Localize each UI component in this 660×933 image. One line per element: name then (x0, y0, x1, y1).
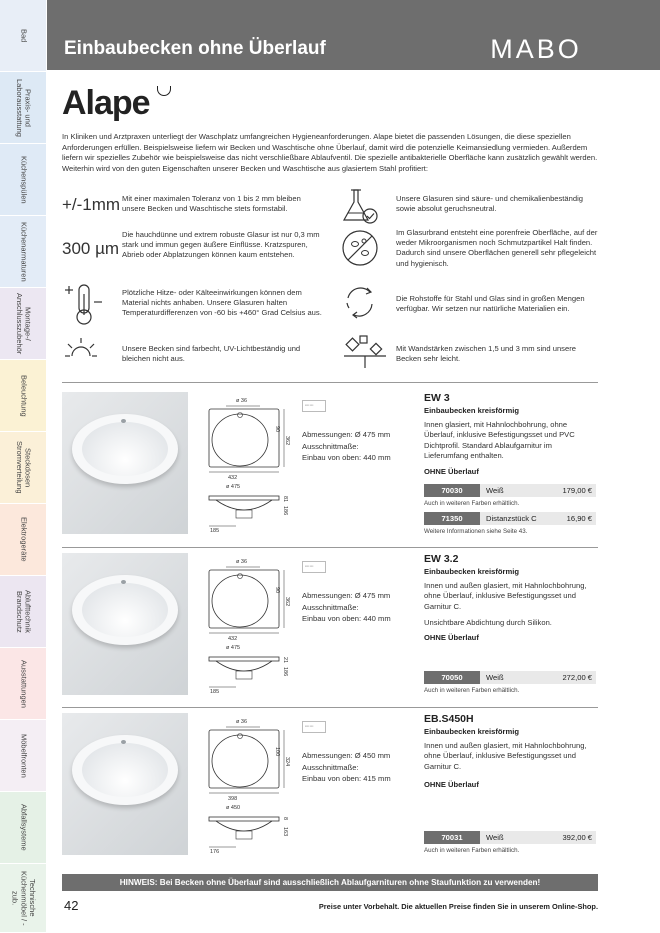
sidebar-tab-label: Praxis- und Laborausstattung (15, 78, 33, 137)
spec-dimensions: Abmessungen: Ø 475 mm (302, 430, 391, 439)
article-price: 16,90 € (566, 514, 592, 523)
svg-text:21: 21 (282, 657, 288, 664)
pore-text: Im Glasurbrand entsteht eine porenfreie Oberfläche, auf der weder Mikroorganismen noch Schmutzpartikel Halt finden. Dadurch sind unsere Oberflächen generell sehr pflegeleicht und hygienisch. (396, 228, 598, 268)
article-variant: Distanzstück C (486, 514, 537, 523)
weight-cubes-icon (340, 332, 390, 372)
product-code: EW 3 (424, 392, 450, 404)
product-photo (62, 392, 188, 534)
product-description: Innen und außen glasiert, mit Hahnlochbohrung, ohne Überlauf, inklusive Befestigungsset und Garnitur C. (424, 581, 587, 611)
technical-drawing (196, 553, 294, 695)
article-number: 71350 (424, 512, 480, 525)
flask-icon (340, 186, 380, 226)
article-price: 392,00 € (562, 833, 592, 842)
product-subtitle: Einbaubecken kreisförmig (424, 727, 519, 736)
price-row[interactable] (424, 671, 596, 684)
spec-cutout: Ausschnittmaße: (302, 602, 359, 612)
spec-cutout: Ausschnittmaße: (302, 762, 359, 772)
product-description: Innen glasiert, mit Hahnlochbohrung, ohne Überlauf, inklusive Befestigungsset und PVC Dichtprofil. Standard Ablaufgarnitur im Lieferumfang enthalten. (424, 420, 575, 460)
sidebar-tab[interactable] (0, 360, 46, 432)
thickness-text: Die hauchdünne und extrem robuste Glasur ist nur 0,3 mm stark und immun gegen äußere Einflüsse. Kratzspuren, Abrieb oder Abplatzungen können kaum entstehen. (122, 230, 320, 260)
tolerance-label: +/-1mm (62, 195, 121, 214)
article-variant: Weiß (486, 833, 504, 842)
sidebar-tab[interactable] (0, 792, 46, 864)
microbe-shield-icon (340, 228, 380, 268)
svg-text:100: 100 (274, 747, 280, 757)
product-code: EB.S450H (424, 713, 474, 725)
svg-text:176: 176 (210, 849, 220, 855)
brand-arc-icon (157, 86, 171, 96)
tolerance-text: Mit einer maximalen Toleranz von 1 bis 2 mm bleiben unsere Becken und Waschtische stets formstabil. (122, 194, 301, 214)
price-note: Weitere Informationen siehe Seite 43. (424, 528, 528, 535)
sidebar-tab[interactable] (0, 504, 46, 576)
heat-text: Plötzliche Hitze- oder Kälteeinwirkungen können dem Material nichts anhaben. Unsere Glasuren halten Temperaturdifferenzen von -60 bis +460° Grad Celsius aus. (122, 288, 322, 318)
sidebar-tab-label: Steckdosen Stromverteilung (15, 441, 33, 494)
sidebar-tab[interactable] (0, 216, 46, 288)
no-overflow-label: OHNE Überlauf (424, 633, 479, 642)
no-overflow-label: OHNE Überlauf (424, 780, 479, 789)
product-subtitle: Einbaubecken kreisförmig (424, 406, 519, 415)
price-note: Auch in weiteren Farben erhältlich. (424, 847, 520, 854)
technical-drawing (196, 392, 294, 534)
svg-text:90: 90 (274, 587, 280, 594)
product-specs (302, 750, 410, 785)
svg-text:ø 36: ø 36 (236, 398, 248, 404)
svg-text:ø 450: ø 450 (226, 805, 241, 811)
svg-text:186: 186 (282, 506, 288, 516)
qr-code: ▪▪▪▪ ▪▪▪ (302, 561, 326, 573)
product-photo (62, 713, 188, 855)
qr-code: ▪▪▪▪ ▪▪▪ (302, 721, 326, 733)
svg-text:432: 432 (228, 636, 238, 642)
price-note: Auch in weiteren Farben erhältlich. (424, 500, 520, 507)
svg-text:398: 398 (228, 796, 238, 802)
article-variant: Weiß (486, 673, 504, 682)
sun-icon (64, 336, 98, 370)
sidebar-tab-label: Küchenspülen (19, 155, 29, 204)
price-note: Auch in weiteren Farben erhältlich. (424, 687, 520, 694)
svg-text:186: 186 (282, 667, 288, 677)
spec-install: Einbau von oben: 440 mm (302, 614, 391, 623)
thickness-label: 300 µm (62, 239, 120, 258)
product-specs (302, 429, 410, 464)
svg-text:185: 185 (210, 528, 220, 534)
sidebar-tab-label: Abfallsysteme (19, 804, 29, 851)
sidebar-tab[interactable] (0, 576, 46, 648)
mabo-logo (470, 34, 602, 62)
svg-text:ø 475: ø 475 (226, 645, 241, 651)
section-divider (62, 547, 598, 548)
wall-text: Mit Wandstärken zwischen 1,5 und 3 mm sind unsere Becken sehr leicht. (396, 344, 576, 364)
sidebar-tab-label: Beleuchtung (19, 374, 29, 417)
acid-text: Unsere Glasuren sind säure- und chemikalienbeständig sowie absolut geruchsneutral. (396, 194, 583, 214)
footer-text: Preise unter Vorbehalt. Die aktuellen Preise finden Sie in unserem Online-Shop. (318, 902, 598, 911)
svg-text:ø 36: ø 36 (236, 719, 248, 725)
sidebar-tab-label: Montage-/ Anschlusszubehör (15, 292, 33, 355)
sidebar-tab[interactable] (0, 144, 46, 216)
price-row[interactable] (424, 831, 596, 844)
intro-text: In Kliniken und Arztpraxen unterliegt der Waschplatz umfangreichen Hygieneanforderungen. Alape bietet die passenden Lösungen, die diese speziellen Anforderungen erfüllen. Beispielsweise liefern wir Becken und Waschtische ohne Überlauf, damit wird die potenzielle Keimansiedlung vermieden. Außerdem liefern wir spezielles Zubehör wie beispielsweise das nicht verschließbare Ablaufventil. Die spezielle antibakterielle Oberfläche kann zusätzlich gewählt werden. Weiterhin wird von den guten Eigenschaften unserer Becken und Waschtische aus glasiertem Stahl profitiert: (62, 132, 598, 173)
sidebar-tab[interactable] (0, 864, 46, 933)
page-header (47, 0, 660, 70)
sidebar-tab-label: Elektrogeräte (19, 517, 29, 562)
sidebar-tab[interactable] (0, 648, 46, 720)
svg-text:163: 163 (282, 827, 288, 837)
recycle-text: Die Rohstoffe für Stahl und Glas sind in großen Mengen verfügbar. Wir setzen nur natürliche Materialien ein. (396, 294, 585, 314)
sidebar-tab-label: Technische Küchenmöbel / -zub. (10, 870, 37, 926)
uv-text: Unsere Becken sind farbecht, UV-Lichtbeständig und bleichen nicht aus. (122, 344, 301, 364)
sidebar-tab[interactable] (0, 720, 46, 792)
sidebar-tab[interactable] (0, 0, 46, 72)
sidebar-tab-label: Ablufttechnik Brandschutz (15, 590, 33, 633)
sidebar-tab-label: Möbelfronten (19, 733, 29, 778)
article-price: 179,00 € (562, 486, 592, 495)
article-number: 70050 (424, 671, 480, 684)
sidebar-tab-label: Ausstattungen (19, 659, 29, 708)
spec-cutout: Ausschnittmaße: (302, 441, 359, 451)
svg-text:81: 81 (282, 496, 288, 503)
thermometer-icon (62, 282, 106, 326)
page-number: 42 (64, 898, 79, 913)
brand-name: Alape (62, 84, 150, 122)
svg-text:362: 362 (284, 436, 290, 446)
spec-install: Einbau von oben: 415 mm (302, 774, 391, 783)
price-row[interactable] (424, 512, 596, 525)
technical-drawing (196, 713, 294, 855)
category-sidebar (0, 0, 46, 933)
svg-text:90: 90 (274, 426, 280, 433)
section-divider (62, 707, 598, 708)
svg-text:362: 362 (284, 597, 290, 607)
sidebar-tab[interactable] (0, 288, 46, 360)
svg-text:185: 185 (210, 689, 220, 695)
sidebar-tab[interactable] (0, 432, 46, 504)
price-row[interactable] (424, 484, 596, 497)
sidebar-tab[interactable] (0, 72, 46, 144)
product-code: EW 3.2 (424, 553, 459, 565)
svg-text:324: 324 (284, 757, 290, 767)
recycle-icon (340, 282, 380, 322)
product-subtitle: Einbaubecken kreisförmig (424, 567, 519, 576)
product-photo (62, 553, 188, 695)
article-price: 272,00 € (562, 673, 592, 682)
product-specs (302, 590, 410, 625)
article-number: 70031 (424, 831, 480, 844)
article-variant: Weiß (486, 486, 504, 495)
svg-text:MABO: MABO (490, 34, 582, 62)
section-divider (62, 382, 598, 383)
qr-code: ▪▪▪▪ ▪▪▪ (302, 400, 326, 412)
product-description: Innen und außen glasiert, mit Hahnlochbohrung, ohne Überlauf, inklusive Befestigungsset und Garnitur C. (424, 741, 587, 771)
svg-text:432: 432 (228, 475, 238, 481)
sidebar-tab-label: Küchenarmaturen (19, 221, 29, 282)
notice-bar: HINWEIS: Bei Becken ohne Überlauf sind ausschließlich Ablaufgarnituren ohne Staufunktion zu verwenden! (62, 874, 598, 891)
spec-install: Einbau von oben: 440 mm (302, 453, 391, 462)
spec-dimensions: Abmessungen: Ø 475 mm (302, 591, 391, 600)
spec-dimensions: Abmessungen: Ø 450 mm (302, 751, 391, 760)
svg-text:ø 36: ø 36 (236, 559, 248, 565)
svg-text:8: 8 (282, 817, 288, 821)
svg-text:ø 475: ø 475 (226, 484, 241, 490)
sidebar-tab-label: Bad (19, 28, 29, 43)
article-number: 70030 (424, 484, 480, 497)
no-overflow-label: OHNE Überlauf (424, 467, 479, 476)
page-title: Einbaubecken ohne Überlauf (64, 38, 326, 59)
product-note: Unsichtbare Abdichtung durch Silikon. (424, 618, 552, 627)
